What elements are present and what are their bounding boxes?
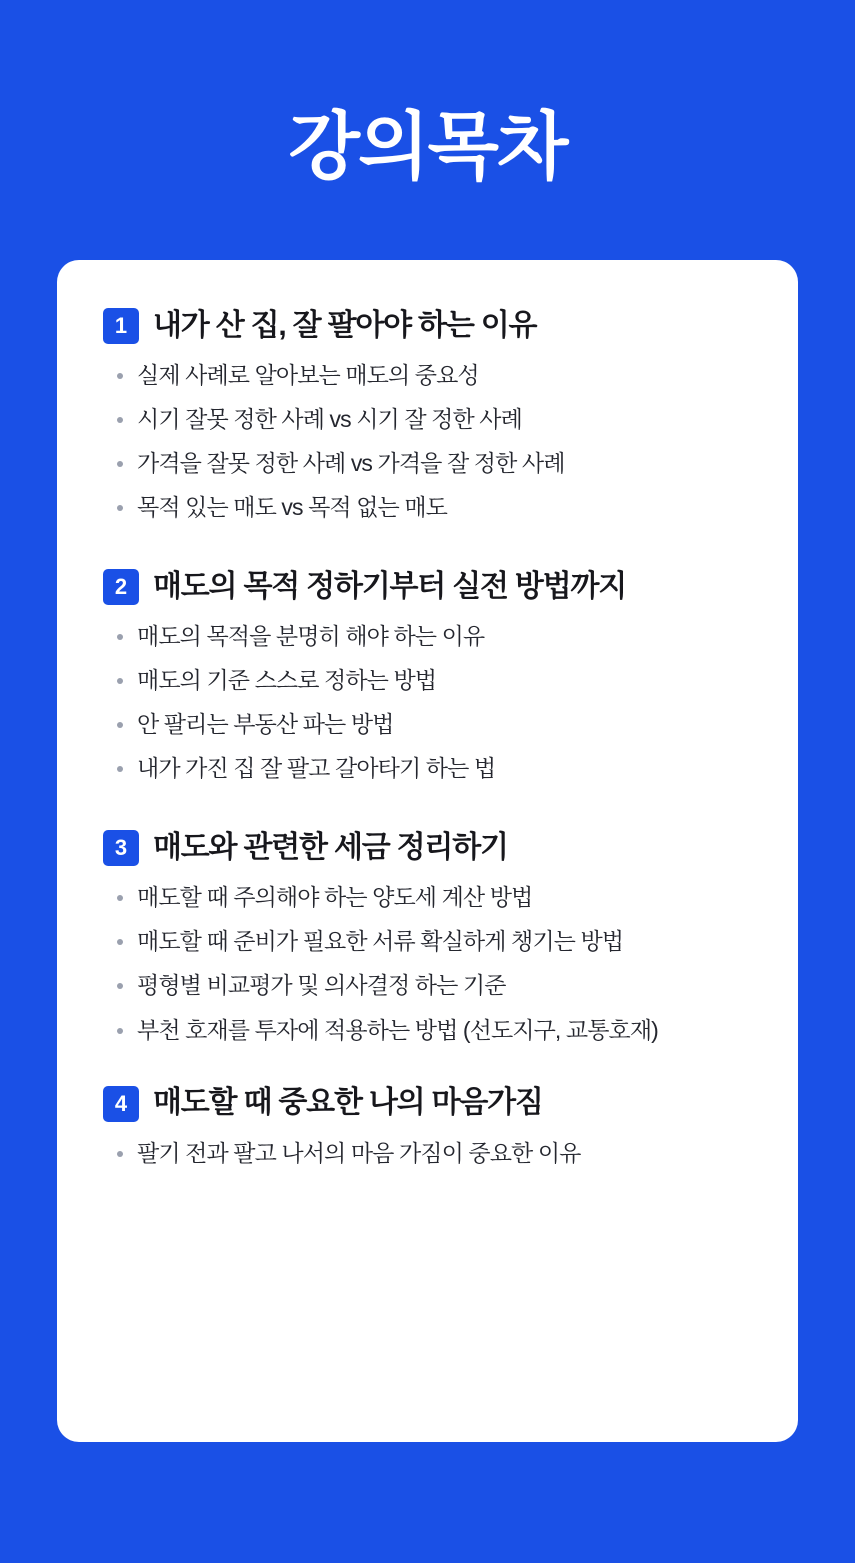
curriculum-card (57, 260, 798, 1442)
curriculum-section-3 (103, 830, 752, 1045)
curriculum-section-4 (103, 1086, 752, 1169)
bullet-dot-icon (117, 678, 123, 684)
list-item (117, 882, 752, 913)
section-header-3 (103, 830, 752, 866)
section-item-list-2 (103, 621, 752, 784)
section-number-badge-4: 4 (103, 1086, 139, 1122)
list-item (117, 448, 752, 479)
list-item-label: 가격을 잘못 정한 사례 vs 가격을 잘 정한 사례 (137, 450, 565, 477)
section-title-1: 내가 산 집, 잘 팔아야 하는 이유 (153, 308, 537, 342)
list-item-label: 매도할 때 준비가 필요한 서류 확실하게 챙기는 방법 (137, 928, 624, 955)
bullet-dot-icon (117, 373, 123, 379)
curriculum-section-2 (103, 569, 752, 784)
bullet-dot-icon (117, 634, 123, 640)
list-item (117, 665, 752, 696)
list-item-label: 시기 잘못 정한 사례 vs 시기 잘 정한 사례 (137, 406, 522, 433)
list-item-label: 목적 있는 매도 vs 목적 없는 매도 (137, 494, 447, 521)
list-item (117, 1138, 752, 1169)
section-item-list-3 (103, 882, 752, 1045)
list-item-label: 평형별 비교평가 및 의사결정 하는 기준 (137, 972, 506, 999)
list-item (117, 753, 752, 784)
bullet-dot-icon (117, 461, 123, 467)
list-item-label: 매도의 기준 스스로 정하는 방법 (137, 667, 437, 694)
page-title: 강의목차 (288, 105, 567, 188)
list-item-label: 매도의 목적을 분명히 해야 하는 이유 (137, 623, 485, 650)
bullet-dot-icon (117, 505, 123, 511)
list-item (117, 492, 752, 523)
list-item-label: 내가 가진 집 잘 팔고 갈아타기 하는 법 (137, 755, 496, 782)
bullet-dot-icon (117, 417, 123, 423)
list-item-label: 팔기 전과 팔고 나서의 마음 가짐이 중요한 이유 (137, 1139, 581, 1166)
list-item (117, 709, 752, 740)
section-number-badge-2: 2 (103, 569, 139, 605)
bullet-dot-icon (117, 766, 123, 772)
bullet-dot-icon (117, 722, 123, 728)
section-title-4: 매도할 때 중요한 나의 마음가짐 (153, 1086, 543, 1120)
section-header-4 (103, 1086, 752, 1122)
bullet-dot-icon (117, 1028, 123, 1034)
list-item-label: 안 팔리는 부동산 파는 방법 (137, 711, 394, 738)
bullet-dot-icon (117, 983, 123, 989)
bullet-dot-icon (117, 895, 123, 901)
section-title-3: 매도와 관련한 세금 정리하기 (153, 831, 508, 865)
bullet-dot-icon (117, 1151, 123, 1157)
list-item (117, 970, 752, 1001)
section-number-badge-3: 3 (103, 830, 139, 866)
list-item-label: 부천 호재를 투자에 적용하는 방법 (선도지구, 교통호재) (137, 1016, 658, 1043)
list-item-label: 매도할 때 주의해야 하는 양도세 계산 방법 (137, 884, 533, 911)
section-header-2 (103, 569, 752, 605)
bullet-dot-icon (117, 939, 123, 945)
list-item (117, 404, 752, 435)
section-number-badge-1: 1 (103, 308, 139, 344)
list-item-label: 실제 사례로 알아보는 매도의 중요성 (137, 362, 479, 388)
section-item-list-1 (103, 360, 752, 523)
list-item (117, 360, 752, 391)
list-item (117, 1015, 752, 1046)
list-item (117, 621, 752, 652)
list-item (117, 926, 752, 957)
curriculum-section-1 (103, 308, 752, 523)
section-header-1 (103, 308, 752, 344)
section-title-2: 매도의 목적 정하기부터 실전 방법까지 (153, 569, 627, 603)
section-item-list-4 (103, 1138, 752, 1169)
